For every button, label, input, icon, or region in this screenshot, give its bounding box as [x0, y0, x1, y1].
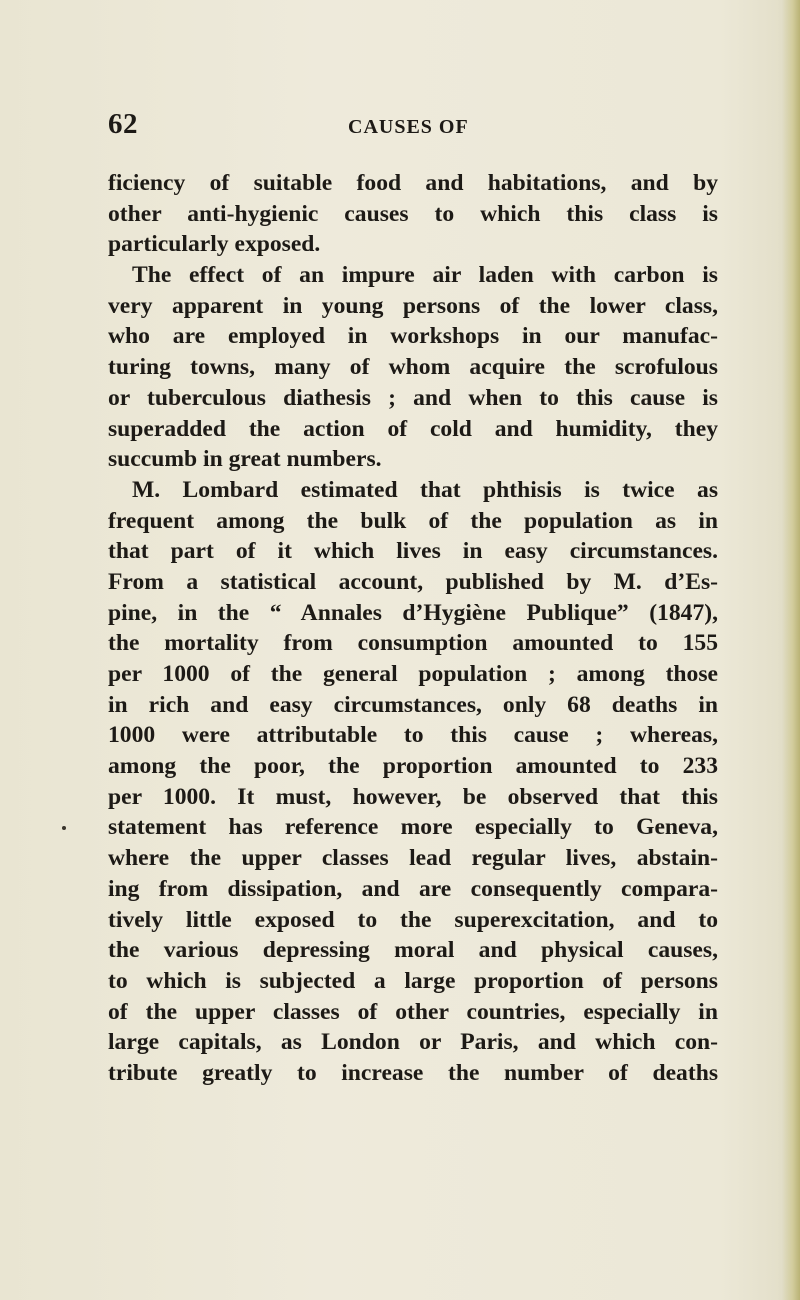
text-line: tribute greatly to increase the number of deaths [108, 1059, 718, 1086]
text-line: 1000 were attributable to this cause ; whereas, [108, 722, 718, 749]
text-line: frequent among the bulk of the population as in [108, 507, 718, 534]
text-line: large capitals, as London or Paris, and which con- [108, 1029, 718, 1056]
text-line: The effect of an impure air laden with carbon is [132, 262, 718, 289]
text-line: very apparent in young persons of the lower class, [108, 292, 718, 319]
text-line: turing towns, many of whom acquire the scrofulous [108, 354, 718, 381]
text-line: M. Lombard estimated that phthisis is twice as [132, 476, 718, 503]
text-line: or tuberculous diathesis ; and when to this cause is [108, 384, 718, 411]
text-line: From a statistical account, published by M. d’Es- [108, 568, 718, 595]
text-line: ficiency of suitable food and habitations, and by [108, 170, 718, 196]
text-line: in rich and easy circumstances, only 68 deaths in [108, 691, 718, 718]
text-line: the various depressing moral and physical causes, [108, 937, 718, 964]
running-head: CAUSES OF [348, 116, 469, 138]
page-header [108, 108, 718, 148]
page-number: 62 [108, 108, 138, 140]
text-line: who are employed in workshops in our manufac- [108, 323, 718, 350]
text-line: that part of it which lives in easy circumstances. [108, 538, 718, 565]
text-line: per 1000. It must, however, be observed that this [108, 783, 718, 810]
text-line: other anti-hygienic causes to which this class is [108, 200, 718, 227]
text-line: statement has reference more especially to Geneva, [108, 814, 718, 841]
text-line: to which is subjected a large proportion of persons [108, 967, 718, 994]
text-line: among the poor, the proportion amounted to 233 [108, 753, 718, 780]
text-line: particularly exposed. [108, 231, 321, 258]
text-line: superadded the action of cold and humidity, they [108, 415, 718, 442]
ink-speck [62, 826, 66, 830]
text-line: of the upper classes of other countries, especially in [108, 998, 718, 1025]
text-line: per 1000 of the general population ; among those [108, 661, 718, 687]
text-line: pine, in the “ Annales d’Hygiène Publique” (1847), [108, 599, 718, 626]
text-line: the mortality from consumption amounted to 155 [108, 630, 718, 657]
body-text [108, 168, 718, 1089]
page-edge-shadow [782, 0, 800, 1300]
text-line: where the upper classes lead regular lives, abstain- [108, 845, 718, 872]
text-line: tively little exposed to the superexcitation, and to [108, 906, 718, 933]
text-line: succumb in great numbers. [108, 446, 382, 473]
text-line: ing from dissipation, and are consequently compara- [108, 875, 718, 902]
